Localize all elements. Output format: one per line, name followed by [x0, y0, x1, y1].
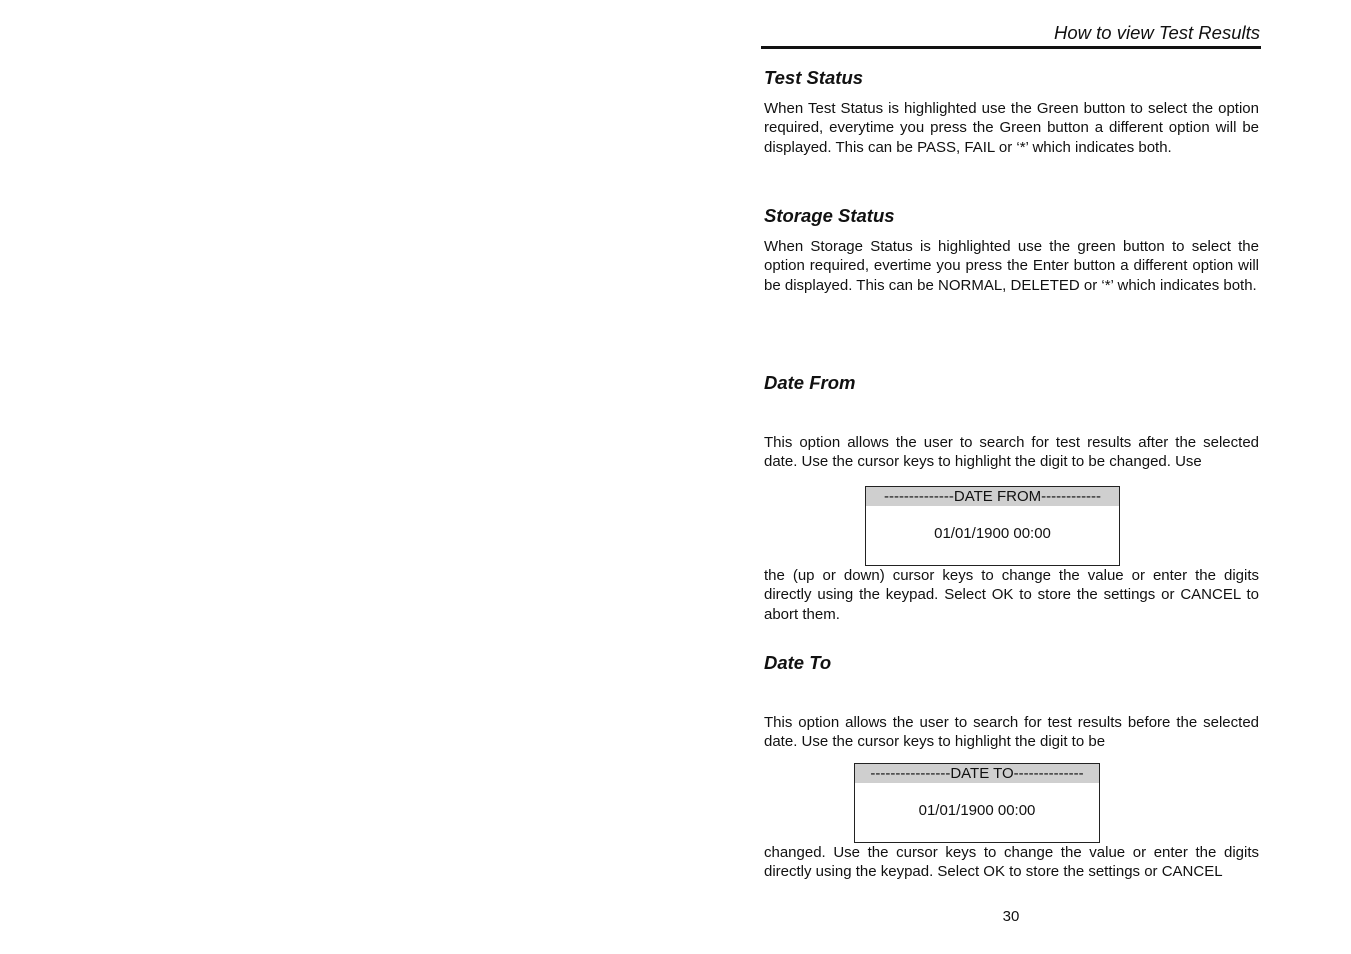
- date-from-paragraph-intro: This option allows the user to search for test results after the selected date. Use the cursor keys to highlight the digit to be changed. Use: [764, 434, 1259, 471]
- test-status-heading: Test Status: [764, 67, 864, 88]
- date-to-display-title: ----------------DATE TO--------------: [855, 764, 1099, 783]
- date-from-display: [865, 486, 1120, 566]
- storage-status-heading: Storage Status: [764, 205, 895, 226]
- test-status-paragraph: When Test Status is highlighted use the Green button to select the option required, everytime you press the Green button a different option will be displayed. This can be PASS, FAIL or ‘*’ which indicates both.: [764, 100, 1259, 156]
- running-header: [761, 20, 1261, 49]
- date-to-paragraph-intro: This option allows the user to search for test results before the selected date. Use the cursor keys to highlight the digit to be: [764, 714, 1259, 751]
- date-from-heading: Date From: [764, 372, 856, 393]
- storage-status-paragraph: When Storage Status is highlighted use the green button to select the option required, evertime you press the Enter button a different option will be displayed. This can be NORMAL, DELETED or ‘*’ which indicates both.: [764, 238, 1259, 294]
- date-from-display-value: 01/01/1900 00:00: [934, 525, 1051, 542]
- date-from-paragraph-continued: the (up or down) cursor keys to change the value or enter the digits directly using the keypad. Select OK to store the settings or CANCEL to abort them.: [764, 567, 1259, 623]
- date-to-heading: Date To: [764, 652, 832, 673]
- page-number: 30: [1002, 908, 1020, 925]
- date-to-display: [854, 763, 1100, 843]
- date-to-paragraph-continued: changed. Use the cursor keys to change the value or enter the digits directly using the keypad. Select OK to store the settings or CANCEL: [764, 844, 1259, 881]
- date-from-display-title: --------------DATE FROM------------: [866, 487, 1119, 506]
- date-to-display-value: 01/01/1900 00:00: [918, 802, 1036, 819]
- running-header-title: How to view Test Results: [1054, 22, 1260, 43]
